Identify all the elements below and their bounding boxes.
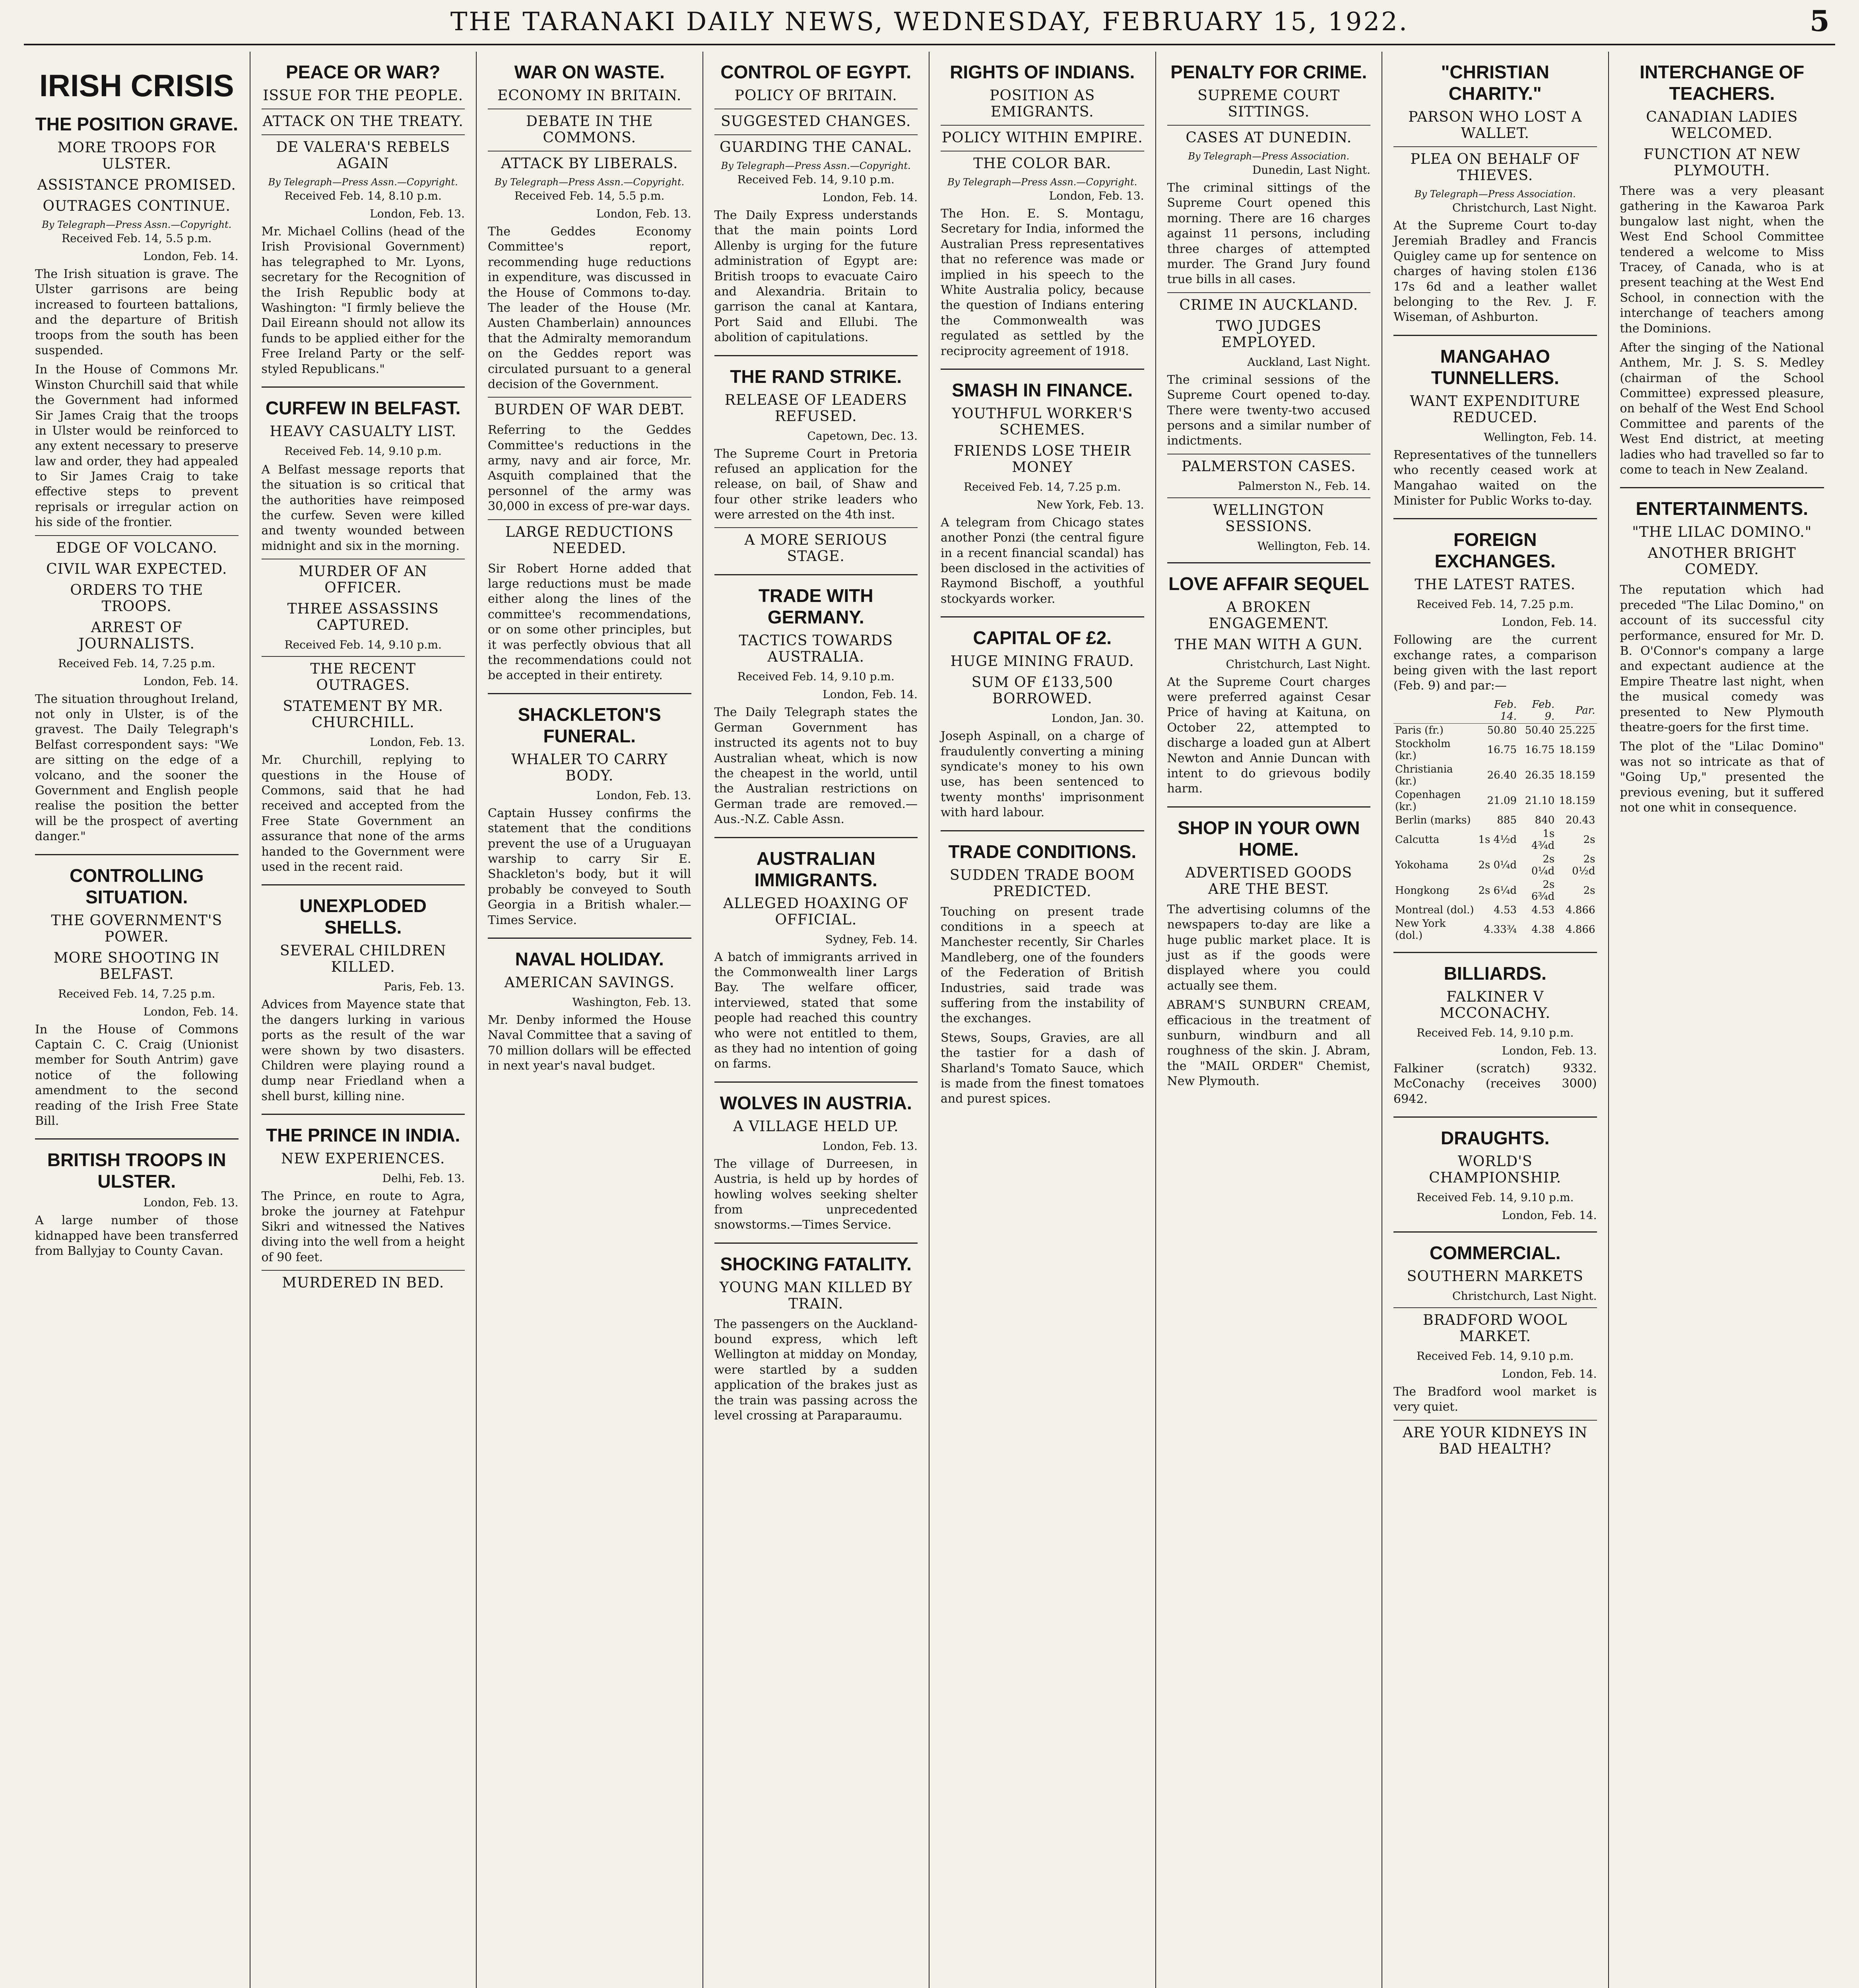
table-row [1393,737,1597,763]
headline: IRISH CRISIS [39,68,234,103]
article-paragraph: A Belfast message reports that the situation is so critical that the authorities have reimposed the curfew. Seven were killed and twenty wounded between midnight and six in the morning. [261,462,465,553]
table-cell: 25.225 [1559,724,1595,736]
table-cell: 18.159 [1559,769,1595,781]
article-paragraph: The plot of the "Lilac Domino" was not so intricate as that of "Going Up," presented the previous evening, but it suffered not one whit in consequence. [1620,740,1824,815]
headline: SHOP IN YOUR OWN HOME. [1167,806,1371,860]
dateline: London, Feb. 13. [143,1196,239,1209]
headline: FOREIGN EXCHANGES. [1393,518,1597,572]
column-3 [477,52,703,1988]
headline: BRITISH TROOPS IN ULSTER. [35,1138,239,1192]
table-cell: 21.09 [1487,794,1517,807]
received-line: Received Feb. 14, 9.10 p.m. [1417,1026,1574,1039]
article-paragraph: In the House of Commons Mr. Winston Churchill said that while the Government had informed Sir James Craig that the troops in Ulster would be reinforced to any extent necessary to preserve law and order, they had appealed to Sir James Craig to take effective steps to prevent reprisals or irregular action on his side of the frontier. [35,363,239,530]
subheading: YOUNG MAN KILLED BY TRAIN. [719,1279,912,1312]
headline: CONTROLLING SITUATION. [35,854,239,908]
dateline: London, Feb. 13. [370,736,465,749]
headline: THE PRINCE IN INDIA. [262,1114,465,1146]
subheading: WANT EXPENDITURE REDUCED. [1410,393,1581,426]
exchange-rates-table [1393,698,1597,942]
subheading: ISSUE FOR THE PEOPLE. [263,87,464,104]
table-cell: Paris (fr.) [1395,724,1444,736]
table-cell: 2s 6¼d [1478,884,1517,897]
table-cell: 26.35 [1525,769,1555,781]
table-cell: Hongkong [1395,884,1450,897]
dateline: Christchurch, Last Night. [1452,201,1597,214]
column-6 [1156,52,1383,1988]
subheading: ORDERS TO THE TROOPS. [70,582,204,615]
subheading: MORE SHOOTING IN BELFAST. [53,949,220,982]
table-cell: 50.40 [1525,724,1555,736]
dateline: New York, Feb. 13. [1036,498,1144,511]
headline: CURFEW IN BELFAST. [262,386,465,419]
subheading: PARSON WHO LOST A WALLET. [1408,109,1582,142]
subheading: RELEASE OF LEADERS REFUSED. [724,392,907,425]
dateline: Capetown, Dec. 13. [807,429,918,443]
byline: By Telegraph—Press Assn.—Copyright. [42,219,232,230]
subheading: THE RECENT OUTRAGES. [262,656,465,693]
subheading: ANOTHER BRIGHT COMEDY. [1647,545,1796,578]
subheading: WELLINGTON SESSIONS. [1167,497,1371,535]
subheading: LARGE REDUCTIONS NEEDED. [488,519,691,557]
dateline: Sydney, Feb. 14. [825,932,918,946]
subheading: A BROKEN ENGAGEMENT. [1208,599,1329,632]
table-cell: New York (dol.) [1395,917,1446,942]
article-paragraph: Captain Hussey confirms the statement that the conditions prevent the use of a Uruguayan warship to carry Sir E. Shackleton's body, but it will probably be conveyed to South Georgia in a British whaler.—Times Service. [488,806,691,927]
subheading: CIVIL WAR EXPECTED. [46,561,227,577]
byline: By Telegraph—Press Assn.—Copyright. [495,177,685,188]
subheading: MORE TROOPS FOR ULSTER. [57,140,216,172]
subheading: ASSISTANCE PROMISED. [37,177,236,193]
subheading: NEW EXPERIENCES. [281,1151,445,1167]
dateline: London, Feb. 14. [143,1005,239,1018]
subheading: THE GOVERNMENT'S POWER. [51,912,223,945]
article-paragraph: The advertising columns of the newspapers to-day are like a huge public market place. It is just as if the goods were displayed where you could actually see them. [1167,902,1370,993]
table-cell: 4.53 [1531,904,1555,916]
headline: ENTERTAINMENTS. [1620,487,1824,519]
table-cell: 26.40 [1487,769,1517,781]
article-paragraph: Referring to the Geddes Committee's reductions in the army, navy and air force, Mr. Asquith complained that the personnel of the army was 30,000 in excess of pre-war days. [488,423,691,514]
received-line: Received Feb. 14, 9.10 p.m. [1417,1191,1574,1204]
table-cell: 1s 4¾d [1531,827,1555,852]
table-cell: 2s 0¼d [1478,859,1517,871]
subheading: DE VALERA'S REBELS AGAIN [262,134,465,172]
dateline: Washington, Feb. 13. [572,995,691,1009]
article-paragraph: The Geddes Economy Committee's report, recommending huge reductions in expenditure, was discussed in the House of Commons to-day. The leader of the House (Mr. Austen Chamberlain) announces that the Admiralty memorandum on the Geddes report was circulated pursuant to a general decision of the Government. [488,225,691,391]
byline: By Telegraph—Press Association. [1414,188,1576,200]
article-paragraph: After the singing of the National Anthem, Mr. J. S. S. Medley (chairman of the School Committee) expressed pleasure, on behalf of the West End School Committee and parents of the West End district, at meeting ladies who had travelled so far to come to teach in New Zealand. [1620,340,1824,477]
article-paragraph: Touching on present trade conditions in a speech at Manchester recently, Sir Charles Mandleberg, one of the founders of the Federation of British Industries, said trade was suffering from the instability of the exchanges. [941,905,1144,1026]
article-paragraph: The Daily Express understands that the main points Lord Allenby is urging for the future administration of Egypt are: British troops to evacuate Cairo and Alexandria. Britain to garrison the canal at Kantara, Port Said and Ellubi. The abolition of capitulations. [714,208,918,345]
subheading: DEBATE IN THE COMMONS. [488,109,691,146]
subheading: AMERICAN SAVINGS. [504,974,675,991]
column-1 [24,52,250,1988]
article-paragraph: There was a very pleasant gathering in the Kawaroa Park bungalow last night, when the West End School Committee tendered a welcome to Miss Tracey, of Canada, who is at present teaching at the West End School, in connection with the interchange of teachers among the Dominions. [1620,184,1824,336]
table-cell: Christiania (kr.) [1395,763,1453,787]
subheading: THE MAN WITH A GUN. [1174,636,1363,653]
subheading: FRIENDS LOSE THEIR MONEY [953,443,1131,476]
received-line: Received Feb. 14, 9.10 p.m. [284,444,442,458]
subheading: POLICY OF BRITAIN. [734,87,897,104]
table-cell: 4.866 [1566,923,1595,936]
received-line: Received Feb. 14, 7.25 p.m. [58,656,215,670]
table-cell: 885 [1497,814,1517,826]
column-4 [703,52,930,1988]
headline: PENALTY FOR CRIME. [1170,62,1367,82]
dateline: London, Jan. 30. [1052,712,1144,725]
subheading: A VILLAGE HELD UP. [733,1118,899,1135]
byline: By Telegraph—Press Association. [1188,151,1350,162]
column-8 [1609,52,1836,1988]
headline: WOLVES IN AUSTRIA. [714,1081,918,1114]
dateline: London, Feb. 13. [596,788,691,802]
headline: INTERCHANGE OF TEACHERS. [1640,62,1805,104]
subheading: STATEMENT BY MR. CHURCHILL. [283,698,444,731]
table-header: Par. [1556,698,1597,724]
subheading: WORLD'S CHAMPIONSHIP. [1429,1153,1562,1186]
table-row [1393,723,1597,737]
subheading: CANADIAN LADIES WELCOMED. [1646,109,1798,142]
table-cell: 50.80 [1487,724,1517,736]
table-cell: 21.10 [1525,794,1555,807]
table-cell: Stockholm (kr.) [1395,738,1451,762]
article-paragraph: In the House of Commons Captain C. C. Craig (Unionist member for South Antrim) gave notice of the following amendment to the second reading of the Irish Free State Bill. [35,1022,239,1128]
table-cell: 4.866 [1566,904,1595,916]
article-paragraph: The criminal sessions of the Supreme Court opened to-day. There were twenty-two accused persons and a similar number of indictments. [1167,373,1370,448]
subheading: MURDERED IN BED. [262,1270,465,1291]
article-paragraph: At the Supreme Court charges were preferred against Cesar Price of having at Kaituna, on October 22, attempted to discharge a loaded gun at Albert Newton and Annie Duncan with intent to do grievous bodily harm. [1167,675,1370,796]
dateline: London, Feb. 14. [1502,1367,1597,1381]
subheading: MURDER OF AN OFFICER. [262,559,465,596]
table-cell: 16.75 [1525,744,1555,756]
subheading: CASES AT DUNEDIN. [1167,125,1371,146]
article-paragraph: The criminal sittings of the Supreme Court opened this morning. There are 16 charges against 11 persons, including three charges of attempted murder. The Grand Jury found true bills in all cases. [1167,181,1370,287]
table-header: Feb. 14. [1477,698,1518,724]
article-paragraph: Advices from Mayence state that the dangers lurking in various ports as the result of the war were shown by two disasters. Children were playing round a dump near Friedland when a shell burst, killing nine. [261,998,465,1103]
table-cell: Berlin (marks) [1395,814,1471,826]
subheading: THREE ASSASSINS CAPTURED. [287,601,439,634]
article-paragraph: Stews, Soups, Gravies, are all the tastier for a dash of Sharland's Tomato Sauce, which is made from the finest tomatoes and purest spices. [941,1031,1144,1106]
table-cell: 18.159 [1559,744,1595,756]
subheading: SUM OF £133,500 BORROWED. [971,674,1113,707]
dateline: Christchurch, Last Night. [1226,657,1370,671]
table-cell: Yokohama [1395,859,1449,871]
subheading: SUDDEN TRADE BOOM PREDICTED. [949,867,1135,900]
table-cell: 16.75 [1487,744,1517,756]
article-paragraph: A telegram from Chicago states another Ponzi (the central figure in a recent financial scandal) has been disclosed in the activities of Raymond Bischoff, a youthful stockyards worker. [941,515,1144,606]
article-paragraph: The village of Durreesen, in Austria, is held up by hordes of howling wolves seeking shelter from unprecedented snowstorms.—Times Service. [714,1157,918,1232]
subheading: THE LATEST RATES. [1415,577,1576,593]
table-row [1393,878,1597,903]
article-paragraph: At the Supreme Court to-day Jeremiah Bradley and Francis Quigley came up for sentence on charges of having stolen £136 17s 6d and a leather wallet belonging to the Rev. J. F. Wiseman, of Ashburton. [1393,219,1597,324]
subheading: BRADFORD WOOL MARKET. [1393,1307,1597,1345]
table-row [1393,788,1597,813]
received-line: Received Feb. 14, 9.10 p.m. [737,670,895,683]
subheading: SUPREME COURT SITTINGS. [1197,87,1340,120]
received-line: Received Feb. 14, 5.5 p.m. [514,189,665,202]
subheading: OUTRAGES CONTINUE. [43,198,231,214]
dateline: Palmerston N., Feb. 14. [1238,479,1370,493]
subheading: ATTACK BY LIBERALS. [488,151,691,172]
article-paragraph: Following are the current exchange rates, a comparison being given with the last report (Feb. 9) and par:— [1393,633,1597,693]
article-paragraph: The Irish situation is grave. The Ulster garrisons are being increased to fourteen battalions, and the departure of British troops from the south has been suspended. [35,267,239,357]
table-cell: 4.33¾ [1483,923,1517,936]
table-cell: 4.38 [1531,923,1555,936]
subheading: EDGE OF VOLCANO. [35,535,239,556]
dateline: London, Feb. 14. [1502,1209,1597,1222]
table-cell: 2s [1583,833,1595,846]
received-line: Received Feb. 14, 7.25 p.m. [964,480,1121,493]
table-cell: Montreal (dol.) [1395,904,1474,916]
table-cell: Calcutta [1395,833,1440,846]
subheading: POLICY WITHIN EMPIRE. [941,125,1144,146]
article-paragraph: Mr. Denby informed the House Naval Committee that a saving of 70 million dollars will be effected in next year's naval budget. [488,1013,691,1073]
subheading: GUARDING THE CANAL. [714,134,918,155]
headline: CONTROL OF EGYPT. [720,62,912,82]
article-paragraph: ABRAM'S SUNBURN CREAM, efficacious in the treatment of sunburn, windburn and all roughness of the skin. J. Abram, the "MAIL ORDER" Chemist, New Plymouth. [1167,998,1370,1089]
masthead [24,0,1835,45]
dateline: London, Feb. 14. [1502,615,1597,629]
article-paragraph: Falkiner (scratch) 9332. McConachy (receives 3000) 6942. [1393,1061,1597,1106]
table-cell: 2s 0¼d [1531,853,1555,877]
table-row [1393,917,1597,942]
table-row [1393,903,1597,917]
dateline: London, Feb. 13. [1502,1044,1597,1057]
subheading: PLEA ON BEHALF OF THIEVES. [1393,146,1597,184]
table-cell: 2s [1583,884,1595,897]
headline: DRAUGHTS. [1393,1116,1597,1149]
table-header: Feb. 9. [1518,698,1556,724]
table-cell: 2s 6¾d [1531,878,1555,903]
headline: SMASH IN FINANCE. [941,369,1144,401]
article-paragraph: Mr. Churchill, replying to questions in the House of Commons, said that he had received and accepted from the Free State Government an assurance that none of the arms handed to the Government were used in the recent raid. [261,753,465,874]
received-line: Received Feb. 14, 9.10 p.m. [737,173,895,186]
article-paragraph: The Bradford wool market is very quiet. [1393,1385,1597,1414]
subheading: THE COLOR BAR. [941,151,1144,172]
headline: THE RAND STRIKE. [714,355,918,387]
headline: UNEXPLODED SHELLS. [262,884,465,938]
dateline: London, Feb. 13. [370,207,465,220]
dateline: Delhi, Feb. 13. [382,1172,465,1185]
subheading: SEVERAL CHILDREN KILLED. [280,943,446,976]
headline: NAVAL HOLIDAY. [488,938,691,970]
subheading: POSITION AS EMIGRANTS. [990,87,1095,120]
article-paragraph: The reputation which had preceded "The Lilac Domino," on account of its successful city performance, ensured for Mr. D. B. O'Connor's company a large and expectant audience at the Empire Theatre last night, when the musical comedy was presented to New Plymouth theatre-goers for the first time. [1620,583,1824,734]
headline: SHACKLETON'S FUNERAL. [488,693,691,747]
article-paragraph: A large number of those kidnapped have been transferred from Ballyjay to County Cavan. [35,1213,239,1258]
article-paragraph: The Prince, en route to Agra, broke the journey at Fatehpur Sikri and witnessed the Natives diving into the well from a height of 90 feet. [261,1189,465,1264]
headline: WAR ON WASTE. [514,62,665,82]
headline: COMMERCIAL. [1393,1231,1597,1264]
headline: TRADE WITH GERMANY. [714,574,918,628]
subheading: "THE LILAC DOMINO." [1632,524,1812,541]
subheading: HUGE MINING FRAUD. [950,653,1134,670]
table-row [1393,827,1597,852]
subheading: WHALER TO CARRY BODY. [511,751,668,784]
headline: THE POSITION GRAVE. [35,114,238,134]
table-cell: 18.159 [1559,794,1595,807]
received-line: Received Feb. 14, 7.25 p.m. [1417,598,1574,611]
subheading: FUNCTION AT NEW PLYMOUTH. [1644,146,1801,179]
subheading: ADVERTISED GOODS ARE THE BEST. [1185,864,1353,897]
headline: AUSTRALIAN IMMIGRANTS. [714,837,918,891]
table-header [1393,698,1477,724]
dateline: London, Feb. 13. [823,1139,918,1153]
article-columns [24,52,1835,1988]
headline: MANGAHAO TUNNELLERS. [1393,335,1597,388]
received-line: Received Feb. 14, 8.10 p.m. [284,189,442,202]
column-2 [250,52,477,1988]
dateline: Wellington, Feb. 14. [1483,430,1597,444]
subheading: ARE YOUR KIDNEYS IN BAD HEALTH? [1393,1420,1597,1457]
article-paragraph: A batch of immigrants arrived in the Commonwealth liner Largs Bay. The welfare officer, interviewed, stated that some people had reached this country who were not entitled to them, as they had no intention of going on farms. [714,950,918,1071]
subheading: YOUTHFUL WORKER'S SCHEMES. [952,405,1133,438]
article-paragraph: The Hon. E. S. Montagu, Secretary for India, informed the Australian Press representatives that no reference was made or implied in his speech to the White Australia policy, because the question of Indians entering the Commonwealth was regulated as settled by the reciprocity agreement of 1918. [941,207,1144,358]
article-paragraph: Joseph Aspinall, on a charge of fraudulently converting a mining syndicate's money to his own use, has been sentenced to twenty months' imprisonment with hard labour. [941,729,1144,820]
table-row [1393,852,1597,878]
byline: By Telegraph—Press Assn.—Copyright. [268,177,458,188]
dateline: Christchurch, Last Night. [1452,1289,1597,1303]
article-paragraph: The passengers on the Auckland-bound express, which left Wellington at midday on Monday, were startled by a sudden application of the brakes just as the train was passing across the level crossing at Paraparaumu. [714,1317,918,1423]
subheading: TACTICS TOWARDS AUSTRALIA. [739,633,893,666]
subheading: FALKINER V MCCONACHY. [1440,988,1550,1021]
subheading: TWO JUDGES EMPLOYED. [1216,318,1321,351]
headline: PEACE OR WAR? [286,62,440,82]
dateline: London, Feb. 14. [823,191,918,204]
headline: TRADE CONDITIONS. [941,830,1144,862]
headline: "CHRISTIAN CHARITY." [1441,62,1549,104]
dateline: London, Feb. 13. [1049,189,1144,202]
table-cell: 840 [1535,814,1555,826]
subheading: SUGGESTED CHANGES. [714,109,918,130]
article-paragraph: Representatives of the tunnellers who recently ceased work at Mangahao waited on the Minister for Public Works to-day. [1393,448,1597,508]
subheading: A MORE SERIOUS STAGE. [714,527,918,565]
dateline: Dunedin, Last Night. [1252,163,1370,177]
table-cell: 2s 0½d [1572,853,1595,877]
subheading: ALLEGED HOAXING OF OFFICIAL. [723,895,909,928]
subheading: PALMERSTON CASES. [1167,454,1371,475]
masthead-title: THE TARANAKI DAILY NEWS, WEDNESDAY, FEBRUARY 15, 1922. [450,7,1409,37]
subheading: ATTACK ON THE TREATY. [262,109,465,130]
article-paragraph: The situation throughout Ireland, not only in Ulster, is of the gravest. The Daily Telegraph's Belfast correspondent says: "We are sitting on the edge of a volcano, and the sooner the Government and English people realise the position the better will be the prospect of averting danger." [35,692,239,844]
subheading: CRIME IN AUCKLAND. [1167,292,1371,313]
column-7 [1382,52,1609,1988]
subheading: ECONOMY IN BRITAIN. [497,87,682,104]
dateline: London, Feb. 13. [596,207,691,220]
table-row [1393,813,1597,827]
table-cell: 1s 4½d [1478,833,1517,846]
received-line: Received Feb. 14, 9.10 p.m. [284,638,442,652]
subheading: SOUTHERN MARKETS [1407,1268,1583,1285]
headline: BILLIARDS. [1393,952,1597,984]
dateline: Auckland, Last Night. [1247,355,1370,369]
subheading: HEAVY CASUALTY LIST. [270,423,457,440]
article-paragraph: Sir Robert Horne added that large reductions must be made either along the lines of the committee's recommendations, or on some other principles, but it was perfectly obvious that all the recommendations could not be accepted in their entirety. [488,561,691,683]
table-cell: Copenhagen (kr.) [1395,788,1461,813]
byline: By Telegraph—Press Assn.—Copyright. [947,177,1137,188]
subheading: BURDEN OF WAR DEBT. [488,397,691,418]
received-line: Received Feb. 14, 5.5 p.m. [62,232,212,245]
article-paragraph: The Daily Telegraph states the German Government has instructed its agents not to buy Australian wheat, which is now the cheapest in the world, until the Australian restrictions on German trade are removed.—Aus.-N.Z. Cable Assn. [714,705,918,827]
dateline: London, Feb. 14. [823,688,918,701]
headline: CAPITAL OF £2. [941,616,1144,648]
headline: RIGHTS OF INDIANS. [950,62,1135,82]
subheading: ARREST OF JOURNALISTS. [78,619,195,652]
headline: LOVE AFFAIR SEQUEL [1167,562,1371,594]
table-cell: 4.53 [1494,904,1517,916]
received-line: Received Feb. 14, 9.10 p.m. [1417,1349,1574,1363]
page-number: 5 [1809,4,1831,38]
column-5 [930,52,1156,1988]
dateline: London, Feb. 14. [143,674,239,688]
received-line: Received Feb. 14, 7.25 p.m. [58,987,215,1000]
table-row [1393,763,1597,788]
dateline: Paris, Feb. 13. [384,980,465,994]
dateline: London, Feb. 14. [143,250,239,263]
dateline: Wellington, Feb. 14. [1257,539,1370,553]
headline: SHOCKING FATALITY. [714,1242,918,1275]
table-cell: 20.43 [1566,814,1595,826]
byline: By Telegraph—Press Assn.—Copyright. [721,160,911,171]
article-paragraph: The Supreme Court in Pretoria refused an application for the release, on bail, of Shaw and four other strike leaders who were arrested on the 4th inst. [714,447,918,522]
article-paragraph: Mr. Michael Collins (head of the Irish Provisional Government) has telegraphed to Mr. Lyons, secretary for the Recognition of the Irish Republic body at Washington: "I firmly believe the Dail Eireann should not allow its funds to be applied either for the Free Ireland Party or the self-styled Republicans." [261,225,465,376]
